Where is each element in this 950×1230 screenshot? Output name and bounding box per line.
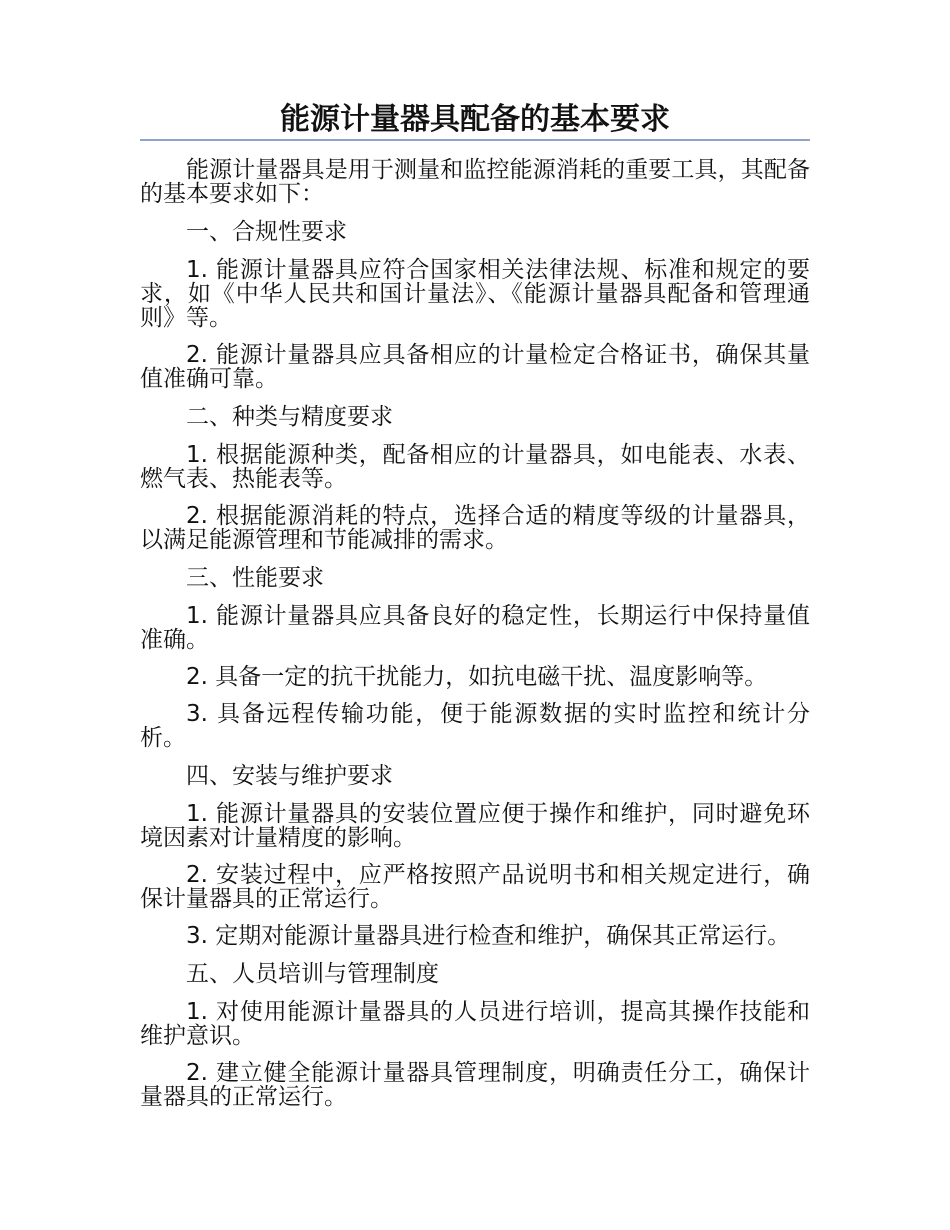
section-heading-training: 五、人员培训与管理制度 xyxy=(186,961,439,987)
list-item: 1. 对使用能源计量器具的人员进行培训，提高其操作技能和维护意识。 xyxy=(140,999,810,1049)
list-item: 2. 建立健全能源计量器具管理制度，明确责任分工，确保计量器具的正常运行。 xyxy=(140,1060,810,1110)
list-item: 1. 能源计量器具应符合国家相关法律法规、标准和规定的要求，如《中华人民共和国计量法》、《能源计量器具配备和管理通则》等。 xyxy=(140,257,810,331)
list-item: 3. 具备远程传输功能，便于能源数据的实时监控和统计分析。 xyxy=(140,701,810,751)
list-item: 1. 能源计量器具的安装位置应便于操作和维护，同时避免环境因素对计量精度的影响。 xyxy=(140,801,810,851)
list-item: 2. 具备一定的抗干扰能力，如抗电磁干扰、温度影响等。 xyxy=(186,664,768,690)
list-item: 2. 安装过程中，应严格按照产品说明书和相关规定进行，确保计量器具的正常运行。 xyxy=(140,862,810,912)
document-title: 能源计量器具配备的基本要求 xyxy=(280,102,670,137)
intro-paragraph: 能源计量器具是用于测量和监控能源消耗的重要工具，其配备的基本要求如下： xyxy=(140,157,810,207)
section-heading-compliance: 一、合规性要求 xyxy=(186,219,347,245)
list-item: 3. 定期对能源计量器具进行检查和维护，确保其正常运行。 xyxy=(186,923,791,949)
section-heading-installation: 四、安装与维护要求 xyxy=(186,763,393,789)
section-heading-performance: 三、性能要求 xyxy=(186,565,324,591)
list-item: 2. 根据能源消耗的特点，选择合适的精度等级的计量器具，以满足能源管理和节能减排的需求。 xyxy=(140,503,810,553)
list-item: 1. 根据能源种类，配备相应的计量器具，如电能表、水表、燃气表、热能表等。 xyxy=(140,442,810,492)
section-heading-types-precision: 二、种类与精度要求 xyxy=(186,404,393,430)
list-item: 2. 能源计量器具应具备相应的计量检定合格证书，确保其量值准确可靠。 xyxy=(140,342,810,392)
title-underline xyxy=(140,139,810,141)
list-item: 1. 能源计量器具应具备良好的稳定性，长期运行中保持量值准确。 xyxy=(140,603,810,653)
document-body xyxy=(140,158,810,1109)
